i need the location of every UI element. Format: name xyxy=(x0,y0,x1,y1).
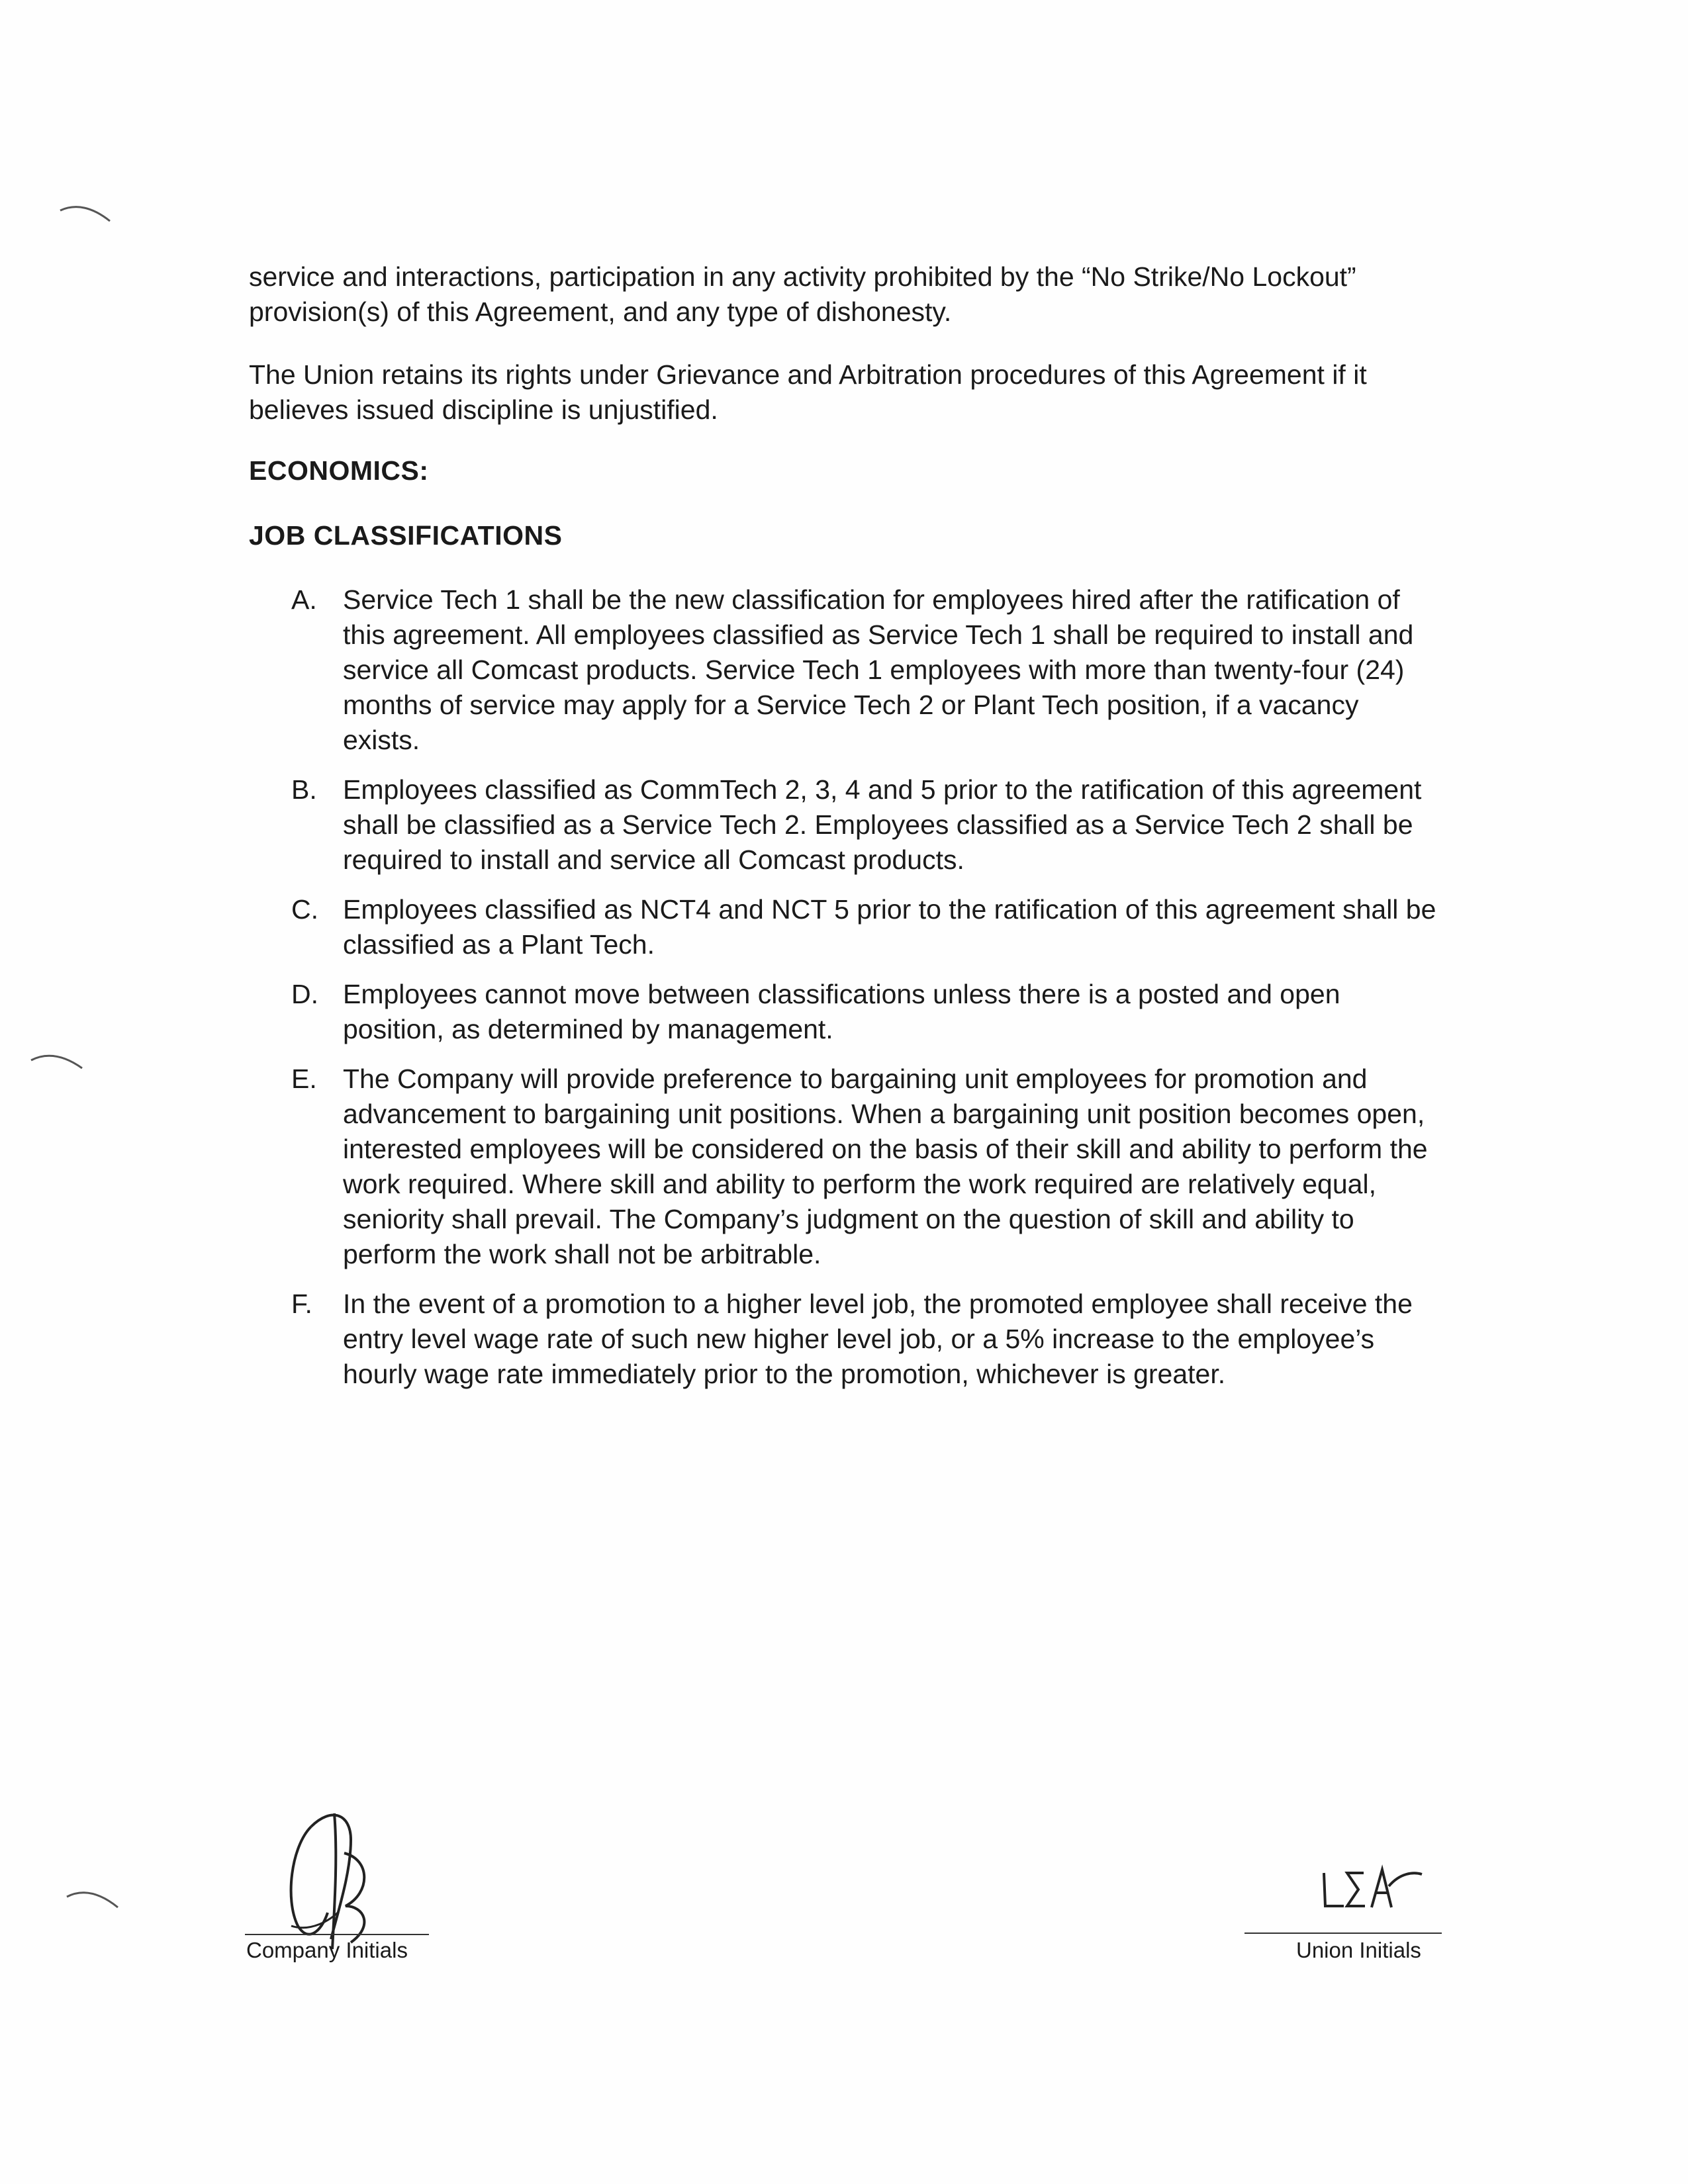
binder-punch-mark-icon xyxy=(64,1884,123,1910)
company-initials-line xyxy=(245,1934,429,1935)
union-initials-signature-icon xyxy=(1317,1860,1423,1913)
list-item-c xyxy=(291,892,1443,962)
list-item-letter: F. xyxy=(291,1289,312,1319)
company-initials-signature-icon xyxy=(271,1800,391,1952)
list-item-letter: C. xyxy=(291,894,318,925)
economics-heading: ECONOMICS: xyxy=(249,455,429,486)
list-item-text: Service Tech 1 shall be the new classification for employees hired after the ratification of this agreement. All employees classified as Service Tech 1 shall be required to install and service all Comcast products. Service Tech 1 employees with more than twenty-four (24) months of service may apply for a Service Tech 2 or Plant Tech position, if a vacancy exists. xyxy=(343,584,1414,755)
list-item-letter: A. xyxy=(291,584,317,615)
list-item-text: The Company will provide preference to bargaining unit employees for promotion and advancement to bargaining unit positions. When a bargaining unit position becomes open, interested employees will be considered on the basis of their skill and ability to perform the work required. Where skill and ability to perform the work required are relatively equal, seniority shall prevail. The Company’s judgment on the question of skill and ability to perform the work shall not be arbitrable. xyxy=(343,1064,1428,1269)
union-rights-paragraph: The Union retains its rights under Grievance and Arbitration procedures of this Agreement if it believes issued discipline is unjustified. xyxy=(249,359,1367,425)
continuation-paragraph: service and interactions, participation in any activity prohibited by the “No Strike/No Lockout” provision(s) of this Agreement, and any type of dishonesty. xyxy=(249,261,1356,327)
list-item-b xyxy=(291,772,1443,878)
list-item-f xyxy=(291,1287,1443,1392)
union-initials-line xyxy=(1244,1933,1442,1934)
list-item-a xyxy=(291,582,1443,758)
list-item-text: Employees cannot move between classifications unless there is a posted and open position, as determined by management. xyxy=(343,979,1340,1044)
list-item-letter: E. xyxy=(291,1064,317,1094)
job-classifications-heading: JOB CLASSIFICATIONS xyxy=(249,520,563,551)
list-item-e xyxy=(291,1062,1443,1272)
binder-punch-mark-icon xyxy=(28,1046,87,1072)
union-initials-label: Union Initials xyxy=(1296,1938,1421,1962)
company-initials-block xyxy=(245,1800,430,1972)
list-item-text: In the event of a promotion to a higher level job, the promoted employee shall receive the entry level wage rate of such new higher level job, or a 5% increase to the employee’s hourly wage rate immediately prior to the promotion, whichever is greater. xyxy=(343,1289,1413,1389)
list-item-text: Employees classified as CommTech 2, 3, 4 and 5 prior to the ratification of this agreement shall be classified as a Service Tech 2. Employees classified as a Service Tech 2 shall be required to install and service all Comcast products. xyxy=(343,774,1422,875)
binder-punch-mark-icon xyxy=(57,199,117,225)
company-initials-label: Company Initials xyxy=(246,1938,408,1962)
list-item-text: Employees classified as NCT4 and NCT 5 prior to the ratification of this agreement shall be classified as a Plant Tech. xyxy=(343,894,1436,960)
union-initials-block xyxy=(1244,1833,1443,1979)
job-classifications-list xyxy=(291,582,1443,1406)
list-item-d xyxy=(291,977,1443,1047)
list-item-letter: B. xyxy=(291,774,317,805)
list-item-letter: D. xyxy=(291,979,318,1009)
